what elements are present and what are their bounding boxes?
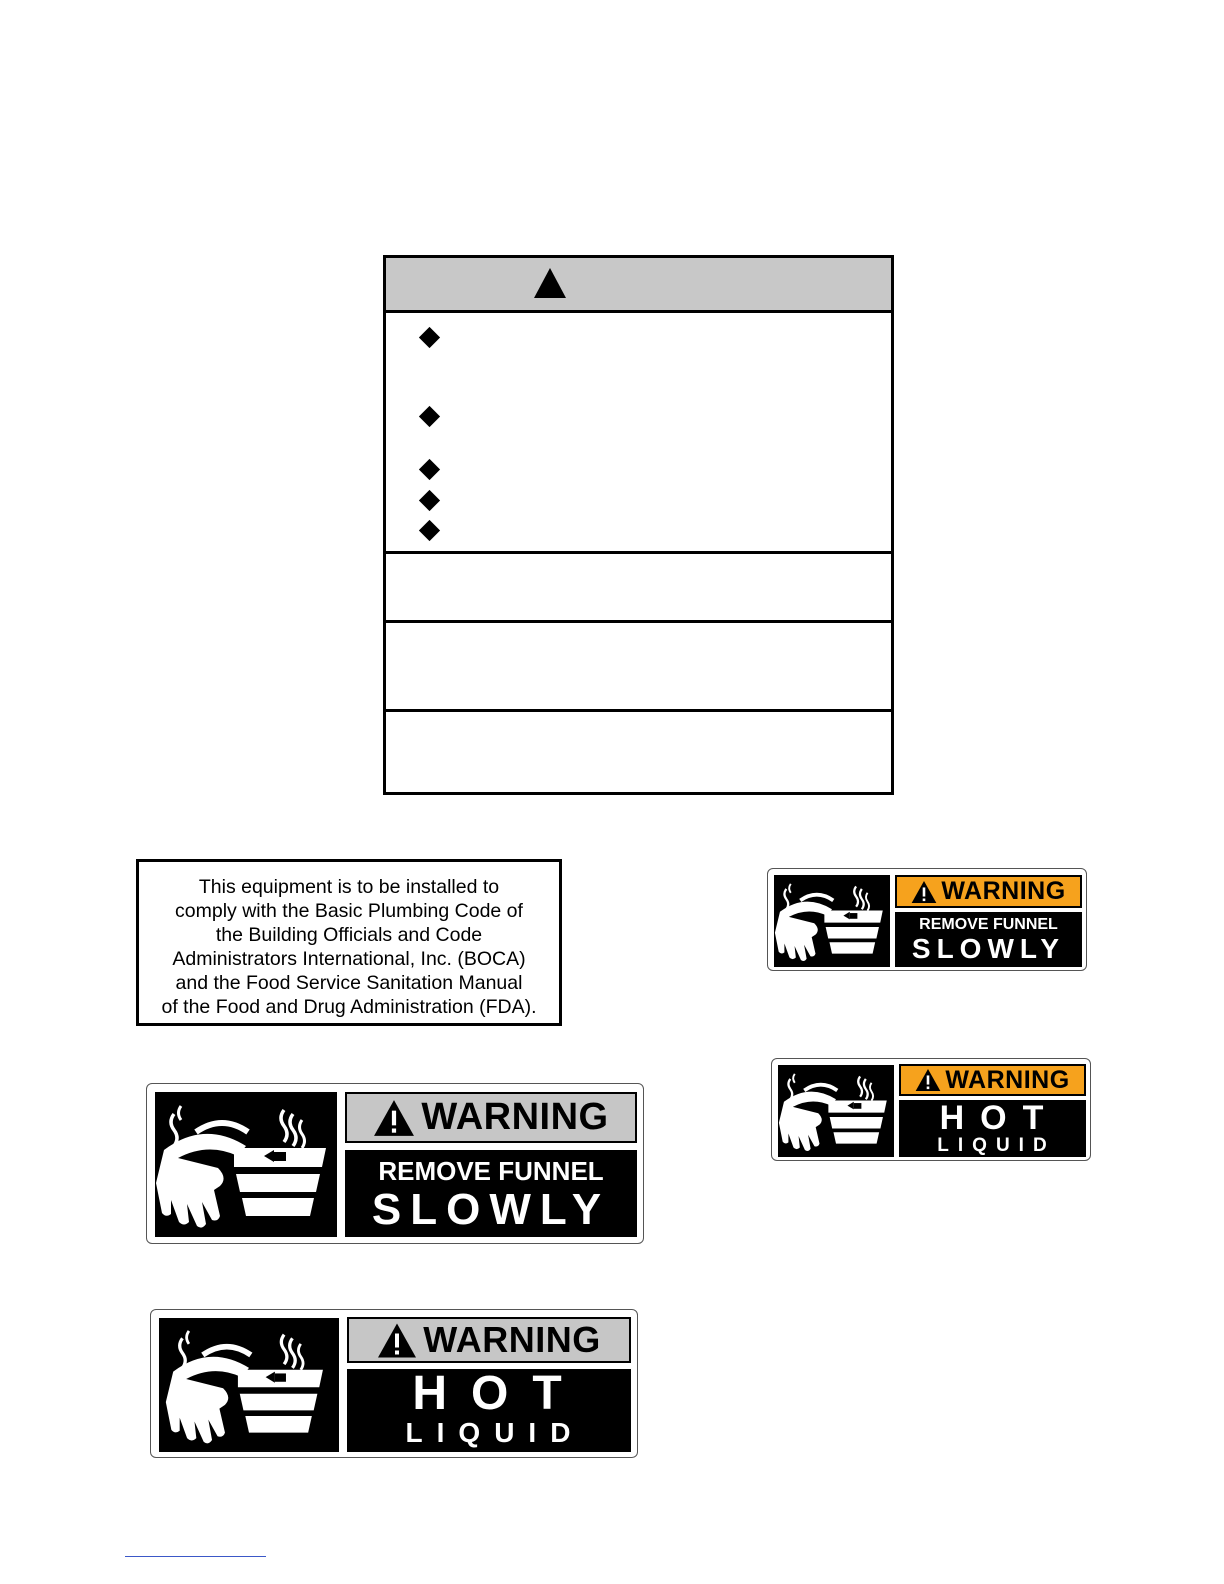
label-line-1: REMOVE FUNNEL <box>378 1156 604 1186</box>
bullet-diamond-icon <box>419 520 440 541</box>
warning-box-section <box>386 554 891 623</box>
label-heading <box>895 875 1082 908</box>
label-heading-text: WARNING <box>941 877 1066 905</box>
label-heading <box>899 1064 1086 1096</box>
label-message <box>895 912 1082 967</box>
label-message <box>899 1100 1086 1157</box>
label-heading <box>345 1092 637 1143</box>
label-heading-text: WARNING <box>423 1319 601 1360</box>
bullet-diamond-icon <box>419 459 440 480</box>
label-line-2: SLOWLY <box>911 933 1066 964</box>
label-heading <box>347 1317 631 1363</box>
warning-box-list <box>386 313 891 554</box>
hand-funnel-hot-icon <box>155 1092 337 1237</box>
footer-rule <box>125 1556 266 1557</box>
bullet-diamond-icon <box>419 406 440 427</box>
warning-box-section <box>386 623 891 712</box>
label-message <box>345 1150 637 1237</box>
exclamation-triangle-icon <box>915 1068 941 1092</box>
hand-funnel-hot-icon <box>778 1065 894 1157</box>
notice-line: comply with the Basic Plumbing Code of <box>175 900 523 922</box>
label-line-2: SLOWLY <box>371 1185 611 1234</box>
notice-line: Administrators International, Inc. (BOCA) <box>172 948 526 970</box>
label-line-2: LIQUID <box>937 1135 1056 1156</box>
label-hot-liquid-small <box>771 1058 1091 1161</box>
exclamation-triangle-icon <box>373 1098 415 1138</box>
warning-box-section <box>386 712 891 795</box>
exclamation-triangle-icon <box>377 1322 417 1359</box>
label-hot-liquid-large <box>150 1309 638 1458</box>
notice-line: and the Food Service Sanitation Manual <box>175 972 523 994</box>
label-line-1: REMOVE FUNNEL <box>919 916 1058 933</box>
label-line-1: HOT <box>939 1099 1060 1137</box>
label-message <box>347 1369 631 1452</box>
label-heading-text: WARNING <box>945 1065 1070 1094</box>
bullet-diamond-icon <box>419 490 440 511</box>
hand-funnel-hot-icon <box>159 1318 339 1452</box>
label-line-2: LIQUID <box>405 1417 585 1448</box>
warning-triangle-icon <box>534 268 566 298</box>
label-remove-funnel-large <box>146 1083 644 1244</box>
hand-funnel-hot-icon <box>774 875 890 967</box>
warning-box <box>383 255 894 795</box>
label-remove-funnel-small <box>767 868 1087 971</box>
notice-line: of the Food and Drug Administration (FDA). <box>161 996 537 1018</box>
compliance-notice <box>136 859 562 1026</box>
notice-line: This equipment is to be installed to <box>198 876 500 898</box>
bullet-diamond-icon <box>419 327 440 348</box>
exclamation-triangle-icon <box>911 880 937 904</box>
warning-box-header <box>386 258 891 313</box>
label-line-1: HOT <box>412 1367 586 1420</box>
label-heading-text: WARNING <box>421 1096 609 1138</box>
notice-line: the Building Officials and Code <box>215 924 483 946</box>
